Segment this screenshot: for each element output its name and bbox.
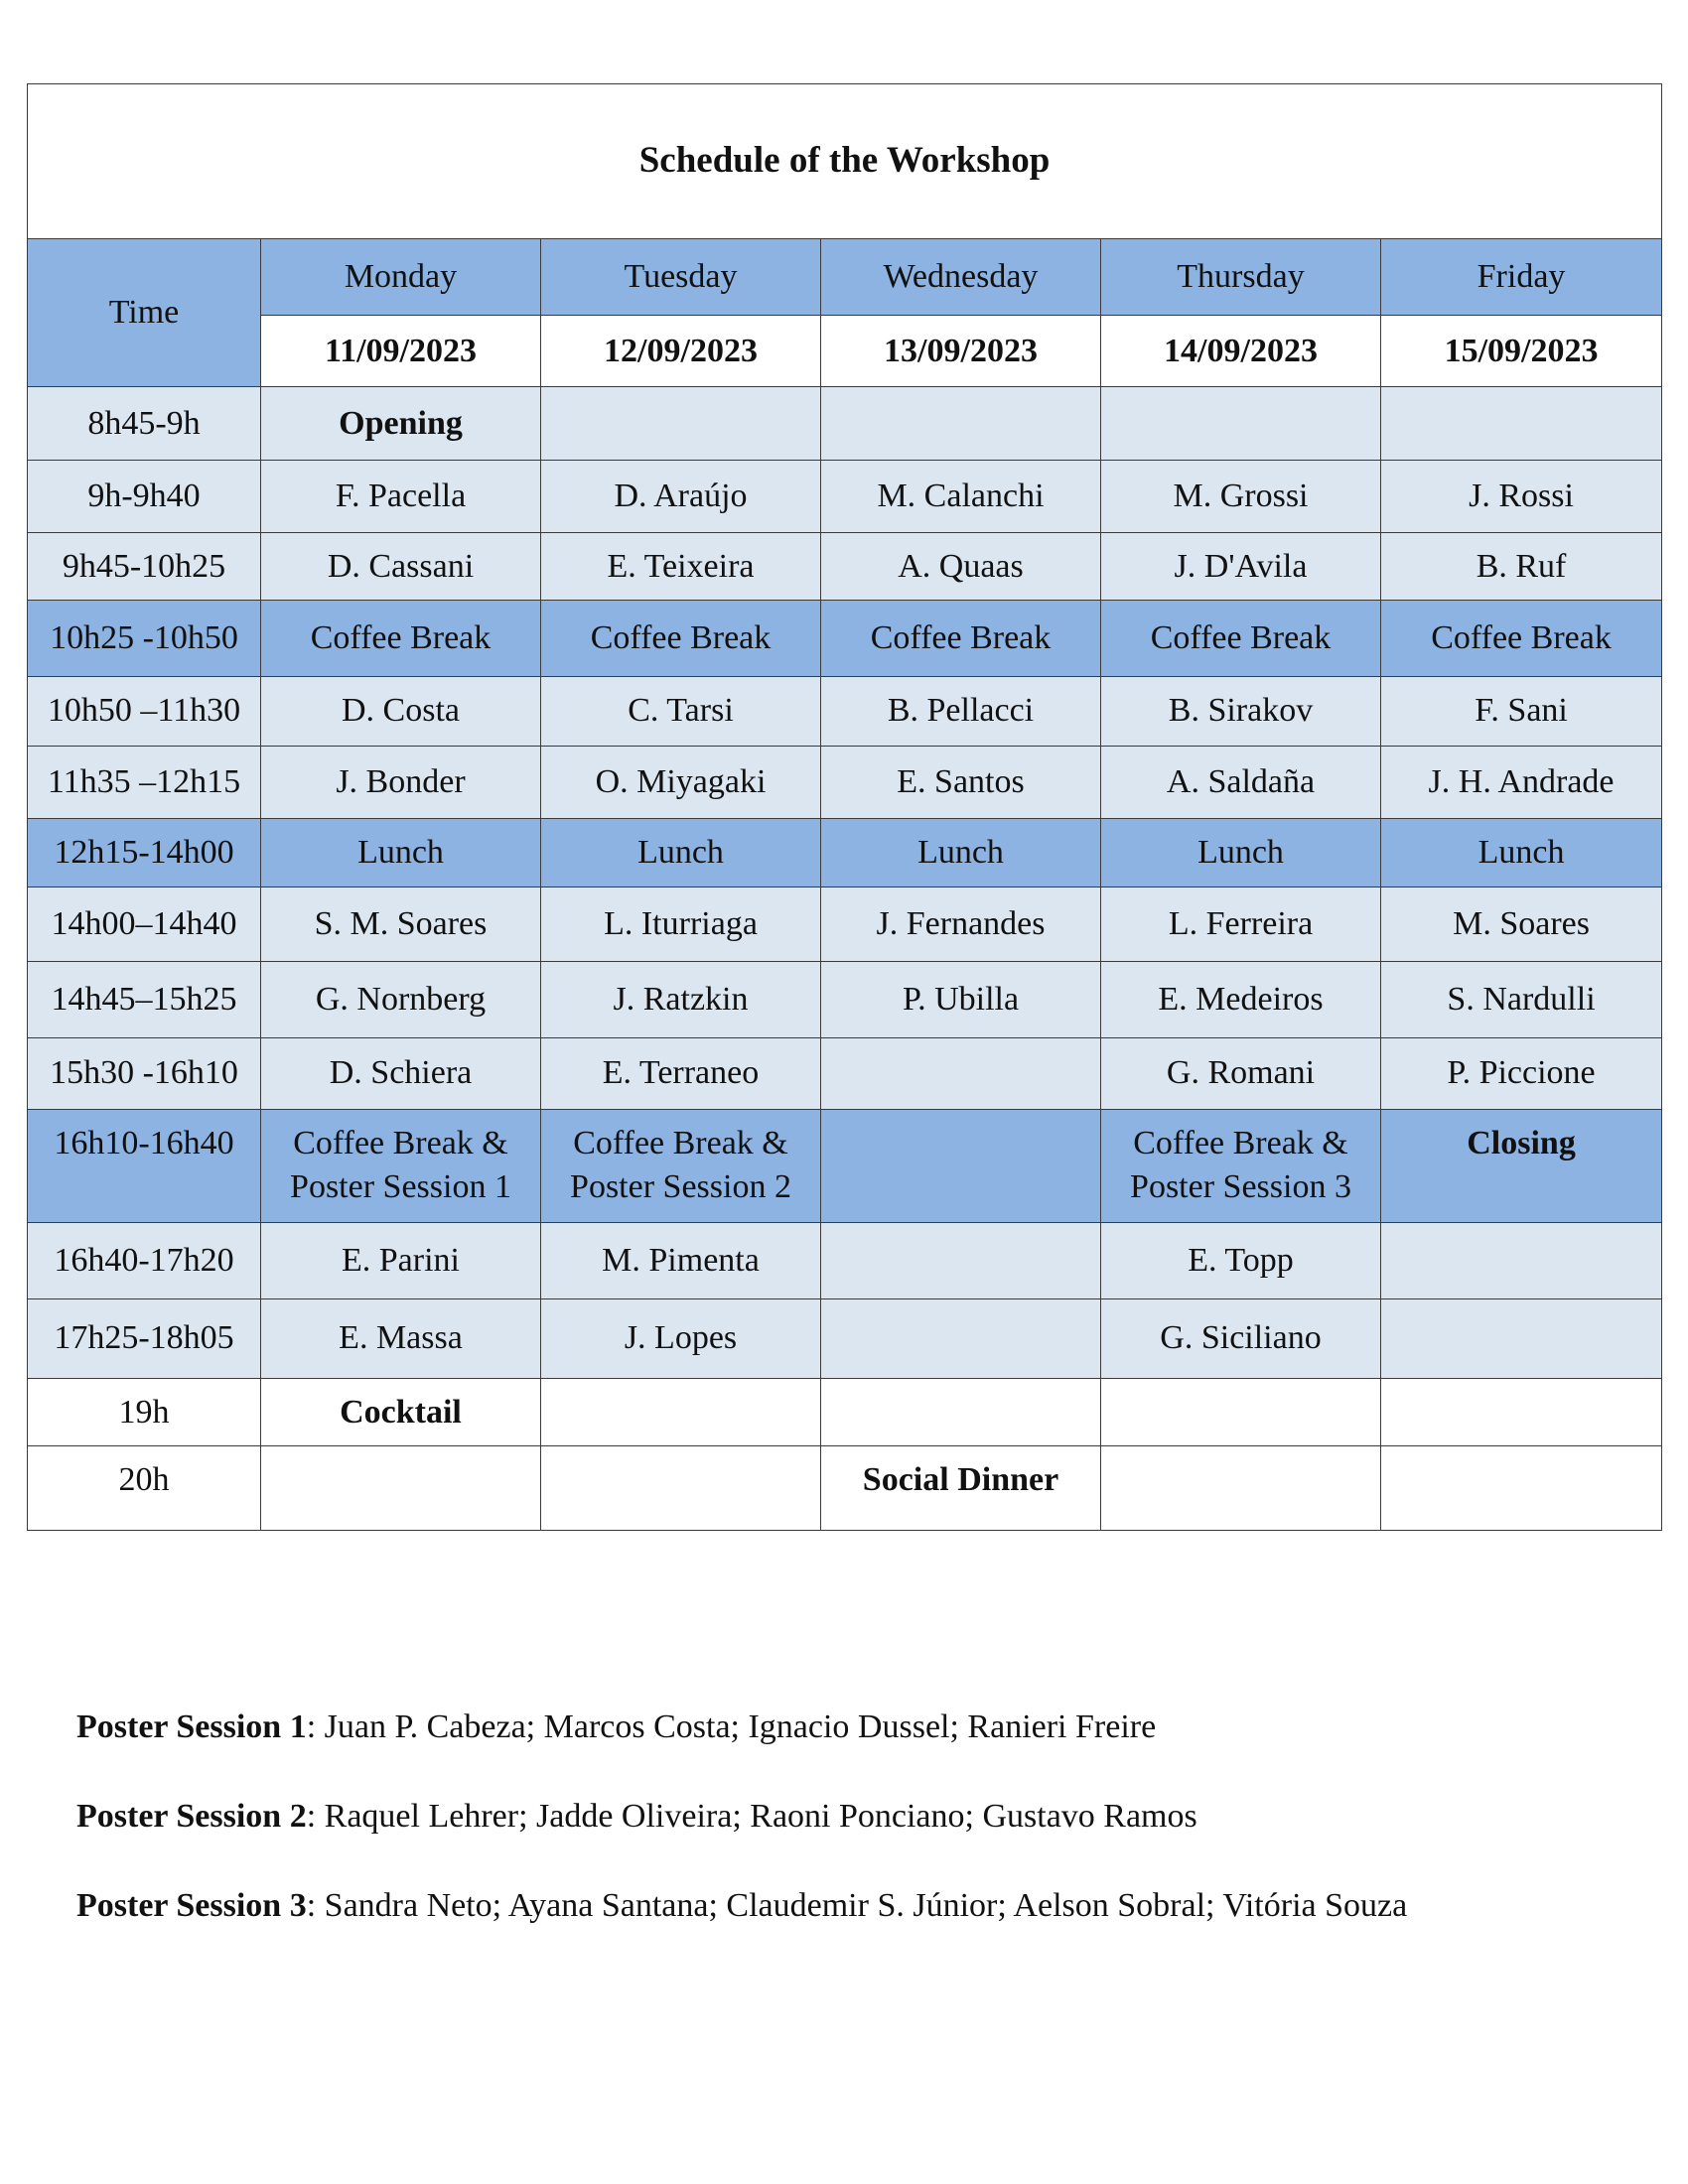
session-cell: G. Romani	[1101, 1037, 1381, 1109]
session-cell: B. Sirakov	[1101, 676, 1381, 746]
table-row	[28, 676, 1662, 746]
session-cell: J. Bonder	[261, 747, 541, 819]
day-header: Friday	[1381, 238, 1662, 315]
time-cell: 9h-9h40	[28, 460, 261, 532]
table-row	[28, 387, 1662, 460]
poster-sessions	[76, 1706, 1665, 1974]
table-row	[28, 1379, 1662, 1446]
event-cell: Cocktail	[261, 1379, 541, 1446]
event-cell: Social Dinner	[821, 1446, 1101, 1531]
break-cell: Lunch	[1381, 819, 1662, 887]
session-cell: F. Sani	[1381, 676, 1662, 746]
break-cell: Coffee Break	[541, 601, 821, 676]
poster-session-names: : Raquel Lehrer; Jadde Oliveira; Raoni Ponciano; Gustavo Ramos	[306, 1798, 1197, 1835]
poster-session-line: Poster Session 3	[1130, 1167, 1351, 1205]
event-cell	[1101, 1446, 1381, 1531]
closing-label: Closing	[1467, 1124, 1576, 1161]
session-cell: A. Quaas	[821, 533, 1101, 601]
session-cell: M. Soares	[1381, 887, 1662, 961]
time-cell: 19h	[28, 1379, 261, 1446]
poster-session-label: Poster Session 3	[76, 1887, 307, 1924]
poster-session-names: : Sandra Neto; Ayana Santana; Claudemir S. Júnior; Aelson Sobral; Vitória Souza	[306, 1887, 1408, 1924]
session-cell: Opening	[261, 387, 541, 460]
session-cell: D. Araújo	[541, 460, 821, 532]
poster-session-names: : Juan P. Cabeza; Marcos Costa; Ignacio Dussel; Ranieri Freire	[306, 1708, 1157, 1745]
session-cell: C. Tarsi	[541, 676, 821, 746]
session-cell: J. Fernandes	[821, 887, 1101, 961]
session-cell: S. Nardulli	[1381, 962, 1662, 1037]
session-cell: E. Massa	[261, 1298, 541, 1378]
session-cell	[1381, 1298, 1662, 1378]
table-row	[28, 460, 1662, 532]
event-cell	[541, 1446, 821, 1531]
schedule-title: Schedule of the Workshop	[28, 84, 1662, 239]
session-cell: O. Miyagaki	[541, 747, 821, 819]
session-cell: M. Pimenta	[541, 1223, 821, 1298]
session-cell: J. H. Andrade	[1381, 747, 1662, 819]
poster-session-entry	[76, 1795, 1665, 1839]
session-cell: M. Grossi	[1101, 460, 1381, 532]
table-row	[28, 887, 1662, 961]
time-cell: 20h	[28, 1446, 261, 1531]
break-cell: Coffee Break	[821, 601, 1101, 676]
poster-session-entry	[76, 1884, 1665, 1928]
session-cell: S. M. Soares	[261, 887, 541, 961]
table-row	[28, 601, 1662, 676]
session-cell: J. Ratzkin	[541, 962, 821, 1037]
time-cell: 17h25-18h05	[28, 1298, 261, 1378]
table-row	[28, 1037, 1662, 1109]
session-cell: E. Teixeira	[541, 533, 821, 601]
poster-session-entry	[76, 1706, 1665, 1749]
session-cell: M. Calanchi	[821, 460, 1101, 532]
session-cell	[541, 387, 821, 460]
session-cell: J. D'Avila	[1101, 533, 1381, 601]
break-cell	[1101, 1109, 1381, 1223]
session-cell: E. Medeiros	[1101, 962, 1381, 1037]
session-cell	[821, 1298, 1101, 1378]
session-cell	[821, 387, 1101, 460]
session-cell	[1101, 387, 1381, 460]
break-cell: Coffee Break	[261, 601, 541, 676]
time-cell: 11h35 –12h15	[28, 747, 261, 819]
break-cell: Lunch	[541, 819, 821, 887]
session-cell	[1381, 387, 1662, 460]
table-row	[28, 962, 1662, 1037]
session-cell: G. Nornberg	[261, 962, 541, 1037]
table-row	[28, 533, 1662, 601]
break-cell: Coffee Break	[1381, 601, 1662, 676]
session-cell: L. Ferreira	[1101, 887, 1381, 961]
event-cell	[1101, 1379, 1381, 1446]
table-row	[28, 1446, 1662, 1531]
day-header: Monday	[261, 238, 541, 315]
table-row	[28, 1298, 1662, 1378]
event-cell	[821, 1379, 1101, 1446]
break-cell: Lunch	[821, 819, 1101, 887]
session-cell: E. Parini	[261, 1223, 541, 1298]
break-cell	[541, 1109, 821, 1223]
session-cell: G. Siciliano	[1101, 1298, 1381, 1378]
session-cell: D. Cassani	[261, 533, 541, 601]
table-row	[28, 819, 1662, 887]
break-cell: Lunch	[261, 819, 541, 887]
break-line: Coffee Break &	[573, 1124, 788, 1161]
event-cell	[1381, 1379, 1662, 1446]
session-cell: D. Schiera	[261, 1037, 541, 1109]
time-cell: 10h25 -10h50	[28, 601, 261, 676]
break-cell: Coffee Break	[1101, 601, 1381, 676]
time-cell: 14h45–15h25	[28, 962, 261, 1037]
event-cell	[1381, 1446, 1662, 1531]
session-cell	[821, 1037, 1101, 1109]
day-header: Tuesday	[541, 238, 821, 315]
break-cell	[261, 1109, 541, 1223]
break-line: Coffee Break &	[1133, 1124, 1348, 1161]
table-row	[28, 747, 1662, 819]
poster-session-line: Poster Session 2	[570, 1167, 791, 1205]
closing-cell	[1381, 1109, 1662, 1223]
poster-session-label: Poster Session 2	[76, 1798, 307, 1835]
poster-session-label: Poster Session 1	[76, 1708, 307, 1745]
poster-session-line: Poster Session 1	[290, 1167, 511, 1205]
time-cell: 10h50 –11h30	[28, 676, 261, 746]
session-cell: P. Ubilla	[821, 962, 1101, 1037]
date-header: 12/09/2023	[541, 316, 821, 387]
session-cell: F. Pacella	[261, 460, 541, 532]
session-cell	[1381, 1223, 1662, 1298]
table-row	[28, 1109, 1662, 1223]
date-header: 13/09/2023	[821, 316, 1101, 387]
time-header: Time	[28, 238, 261, 387]
day-header: Thursday	[1101, 238, 1381, 315]
session-cell	[821, 1223, 1101, 1298]
table-row	[28, 1223, 1662, 1298]
time-cell: 15h30 -16h10	[28, 1037, 261, 1109]
session-cell: J. Rossi	[1381, 460, 1662, 532]
time-cell: 16h10-16h40	[28, 1109, 261, 1223]
session-cell: B. Ruf	[1381, 533, 1662, 601]
session-cell: B. Pellacci	[821, 676, 1101, 746]
time-cell: 9h45-10h25	[28, 533, 261, 601]
time-cell: 8h45-9h	[28, 387, 261, 460]
time-cell: 12h15-14h00	[28, 819, 261, 887]
session-cell: L. Iturriaga	[541, 887, 821, 961]
session-cell: E. Topp	[1101, 1223, 1381, 1298]
session-cell: A. Saldaña	[1101, 747, 1381, 819]
time-cell: 14h00–14h40	[28, 887, 261, 961]
date-header: 15/09/2023	[1381, 316, 1662, 387]
event-cell	[541, 1379, 821, 1446]
date-header: 11/09/2023	[261, 316, 541, 387]
break-line: Coffee Break &	[293, 1124, 508, 1161]
day-header: Wednesday	[821, 238, 1101, 315]
session-cell: P. Piccione	[1381, 1037, 1662, 1109]
session-cell: E. Santos	[821, 747, 1101, 819]
time-cell: 16h40-17h20	[28, 1223, 261, 1298]
break-cell	[821, 1109, 1101, 1223]
schedule-table	[27, 83, 1662, 1531]
event-cell	[261, 1446, 541, 1531]
break-cell: Lunch	[1101, 819, 1381, 887]
session-cell: E. Terraneo	[541, 1037, 821, 1109]
date-header: 14/09/2023	[1101, 316, 1381, 387]
session-cell: J. Lopes	[541, 1298, 821, 1378]
session-cell: D. Costa	[261, 676, 541, 746]
